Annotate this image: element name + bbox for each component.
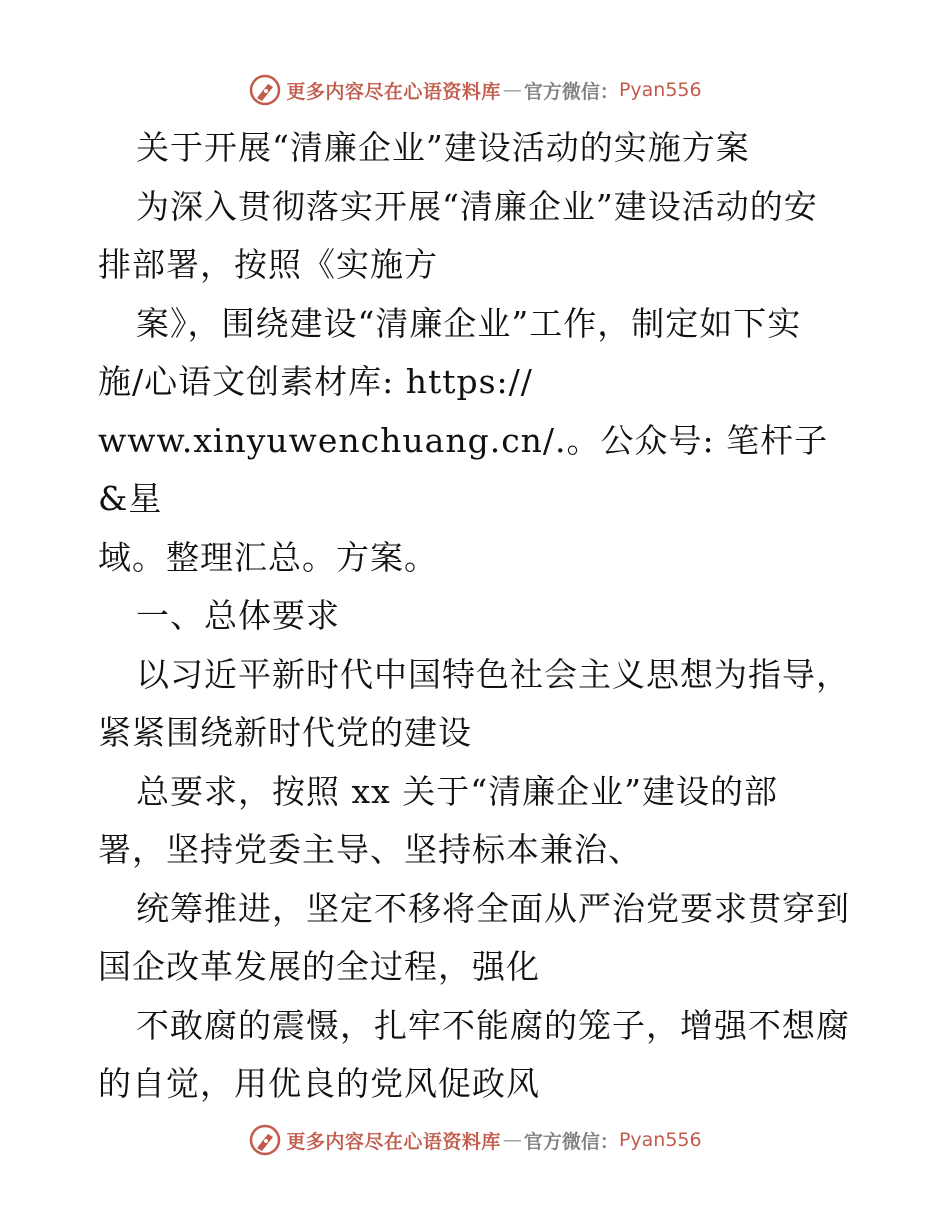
doc-line: 紧紧围绕新时代党的建设 [98, 713, 472, 752]
watermark-label: 官方微信： [523, 1130, 619, 1153]
doc-line: 国企改革发展的全过程，强化 [98, 947, 540, 986]
watermark-dash: — [502, 79, 522, 101]
doc-line: 域。整理汇总。方案。 [98, 537, 438, 577]
section-heading: 一、总体要求 [136, 596, 340, 635]
doc-line: 以习近平新时代中国特色社会主义思想为指导， [136, 654, 850, 694]
doc-line: 为深入贯彻落实开展“清廉企业”建设活动的安 [136, 186, 818, 226]
document-body [98, 119, 858, 1114]
watermark-dash: — [502, 1129, 522, 1151]
doc-line: 不敢腐的震慑，扎牢不能腐的笼子，增强不想腐 [136, 1005, 850, 1045]
doc-line: 署，坚持党委主导、坚持标本兼治、 [98, 830, 642, 869]
doc-line: 统筹推进，坚定不移将全面从严治党要求贯穿到 [136, 888, 850, 928]
doc-line: 总要求，按照 xx 关于“清廉企业”建设的部 [136, 771, 778, 811]
footer-watermark [0, 1120, 950, 1160]
watermark-id: Pyan556 [618, 79, 702, 101]
watermark-label: 官方微信： [523, 80, 619, 103]
header-watermark [0, 70, 950, 110]
doc-title: 关于开展“清廉企业”建设活动的实施方案 [136, 128, 750, 167]
pen-nib-circle-icon [248, 73, 282, 107]
doc-line: www.xinyuwenchuang.cn/.。公众号: 笔杆子&星 [98, 420, 829, 518]
watermark-text: 更多内容尽在心语资料库 [286, 1130, 501, 1153]
doc-line: 施/心语文创素材库: https:// [98, 362, 533, 401]
watermark-text: 更多内容尽在心语资料库 [286, 80, 501, 103]
pen-nib-circle-icon [248, 1123, 282, 1157]
doc-line: 案》，围绕建设“清廉企业”工作，制定如下实 [136, 303, 802, 343]
watermark-id: Pyan556 [618, 1129, 702, 1151]
doc-line: 的自觉，用优良的党风促政风 [98, 1064, 540, 1103]
doc-line: 排部署，按照《实施方 [98, 245, 438, 284]
